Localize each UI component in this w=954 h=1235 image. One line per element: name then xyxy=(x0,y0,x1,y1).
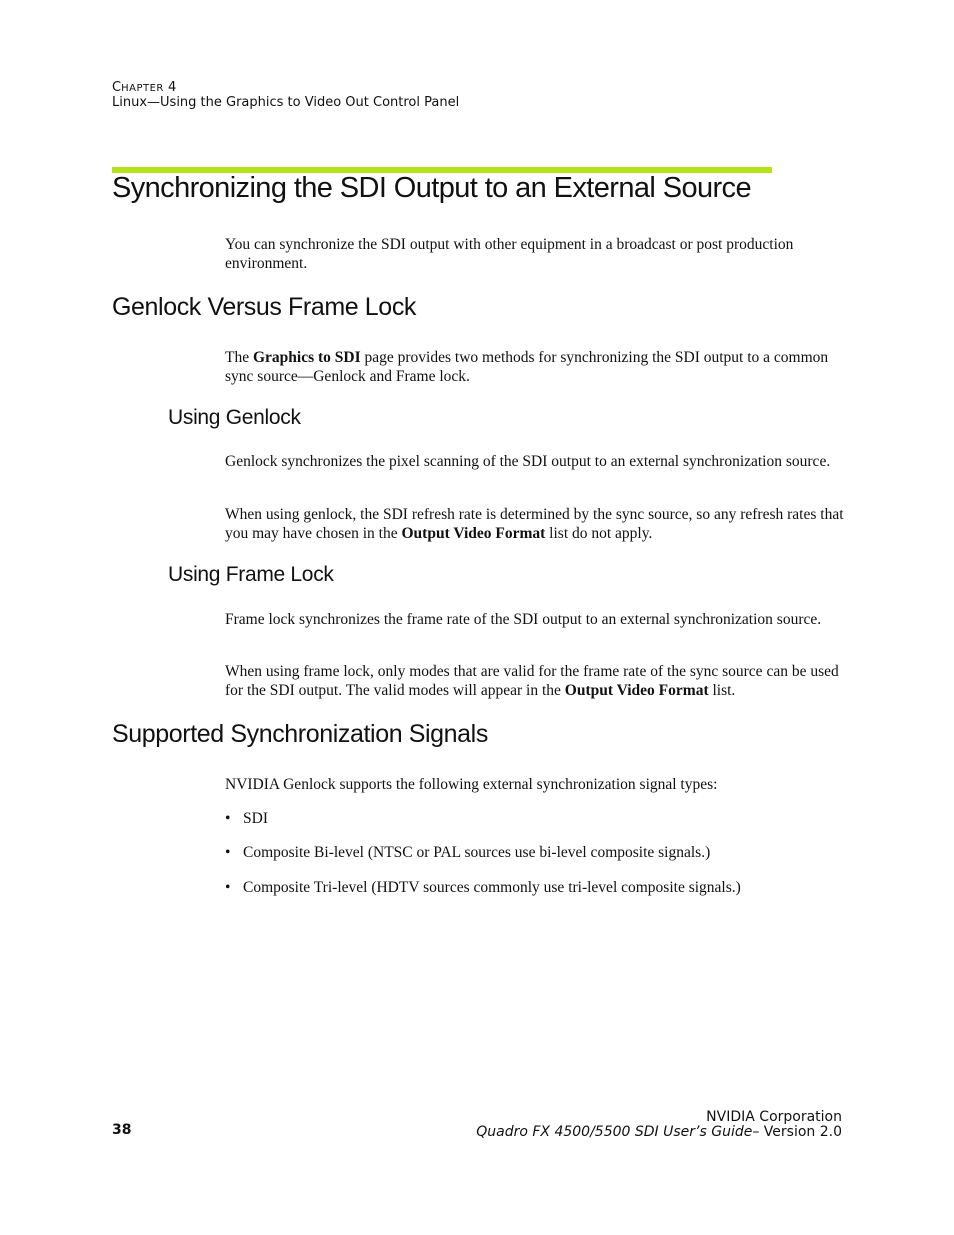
list-item: • SDI xyxy=(225,810,268,827)
heading-using-genlock: Using Genlock xyxy=(168,406,301,429)
paragraph-genlock-2: When using genlock, the SDI refresh rate is determined by the sync source, so any refresh rates that you may have chosen in the Output Video Format list do not apply. xyxy=(225,506,844,542)
paragraph-frame-lock-1: Frame lock synchronizes the frame rate of the SDI output to an external synchronization source. xyxy=(225,611,822,628)
heading-using-frame-lock: Using Frame Lock xyxy=(168,563,334,586)
footer-guide-title: Quadro FX 4500/5500 SDI User’s Guide– Version 2.0 xyxy=(476,1124,842,1140)
chapter-label: CHAPTER 4 xyxy=(112,80,177,95)
list-item: • Composite Tri-level (HDTV sources commonly use tri-level composite signals.) xyxy=(225,879,741,896)
chapter-subtitle: Linux—Using the Graphics to Video Out Control Panel xyxy=(112,95,460,110)
paragraph-frame-lock-2: When using frame lock, only modes that are valid for the frame rate of the sync source can be used for the SDI output. The valid modes will appear in the Output Video Format list. xyxy=(225,663,839,699)
footer-company: NVIDIA Corporation xyxy=(706,1109,842,1125)
list-item: • Composite Bi-level (NTSC or PAL sources use bi-level composite signals.) xyxy=(225,844,711,861)
page-number: 38 xyxy=(112,1122,132,1138)
paragraph-signal-types: NVIDIA Genlock supports the following external synchronization signal types: xyxy=(225,776,718,793)
bullet-icon: • xyxy=(225,879,231,896)
bullet-icon: • xyxy=(225,810,231,827)
heading-supported-signals: Supported Synchronization Signals xyxy=(112,720,488,748)
paragraph-methods: The Graphics to SDI page provides two methods for synchronizing the SDI output to a common sync source—Genlock and Frame lock. xyxy=(225,349,829,385)
heading-genlock-vs-frame-lock: Genlock Versus Frame Lock xyxy=(112,293,417,321)
bullet-icon: • xyxy=(225,844,231,861)
paragraph-intro: You can synchronize the SDI output with other equipment in a broadcast or post production environment. xyxy=(225,236,794,272)
section-title-synchronizing: Synchronizing the SDI Output to an External Source xyxy=(112,172,751,204)
paragraph-genlock-1: Genlock synchronizes the pixel scanning of the SDI output to an external synchronization source. xyxy=(225,453,831,470)
